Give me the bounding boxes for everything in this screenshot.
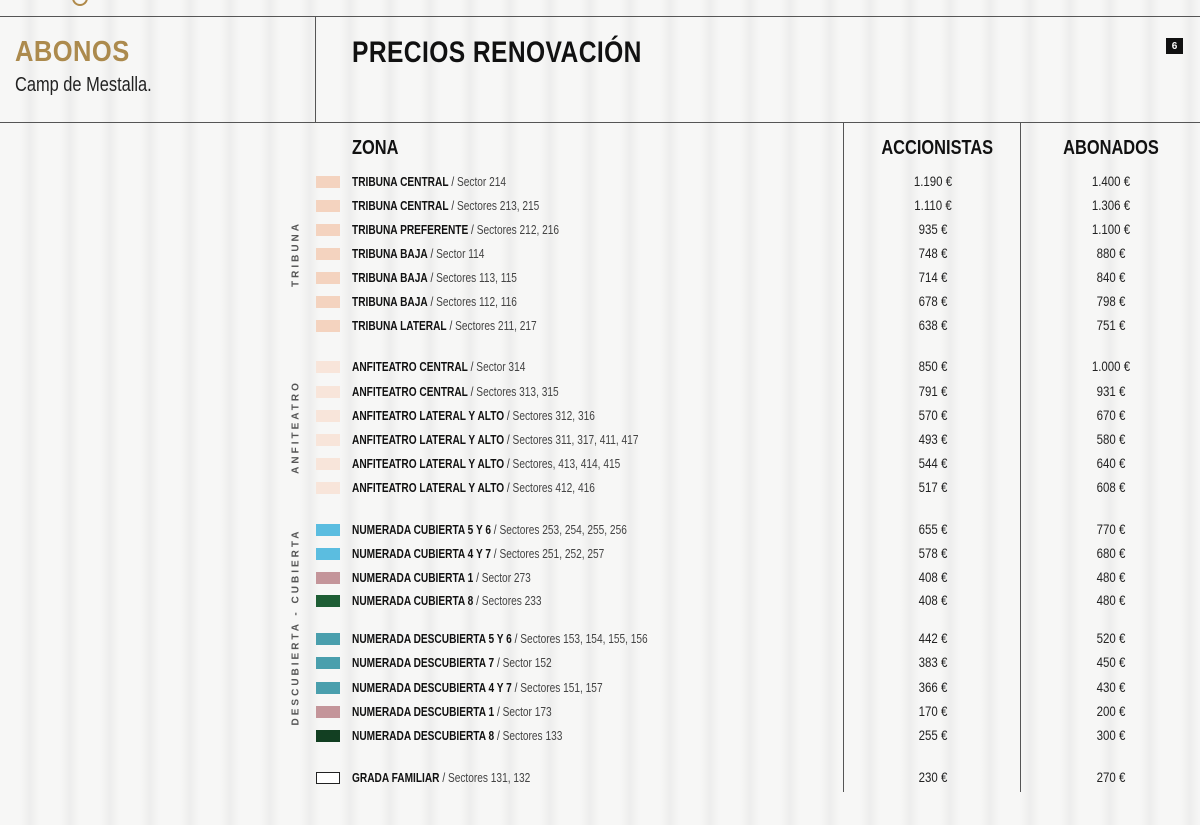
zone-color-swatch	[316, 706, 340, 718]
price-accionistas: 170 €	[918, 704, 948, 719]
price-abonados: 1.100 €	[1091, 222, 1131, 237]
zone-name: ANFITEATRO LATERAL Y ALTO	[352, 408, 505, 423]
price-accionistas: 366 €	[918, 680, 948, 695]
price-accionistas: 1.190 €	[913, 174, 953, 189]
zone-color-swatch	[316, 524, 340, 536]
zone-name: ANFITEATRO LATERAL Y ALTO	[352, 432, 505, 447]
table-row	[0, 430, 1200, 450]
zone-label: TRIBUNA BAJA / Sectores 113, 115	[352, 270, 517, 285]
price-abonados: 798 €	[1096, 294, 1126, 309]
zone-sector: Sectores 212, 216	[476, 222, 560, 237]
zone-sector: Sectores 312, 316	[512, 408, 595, 423]
zone-label: TRIBUNA CENTRAL / Sectores 213, 215	[352, 198, 540, 213]
zone-color-swatch	[316, 410, 340, 422]
column-header-zona: ZONA	[352, 137, 399, 159]
zone-color-swatch	[316, 361, 340, 373]
zone-color-swatch	[316, 200, 340, 212]
zone-color-swatch	[316, 458, 340, 470]
zone-color-swatch	[316, 730, 340, 742]
price-abonados: 751 €	[1096, 318, 1126, 333]
zone-sector: Sectores 213, 215	[456, 198, 540, 213]
zone-name: NUMERADA CUBIERTA 1	[352, 570, 474, 585]
column-header-abonados: ABONADOS	[1063, 137, 1159, 159]
price-abonados: 580 €	[1096, 432, 1126, 447]
zone-name: NUMERADA DESCUBIERTA 7	[352, 655, 495, 670]
zone-color-swatch	[316, 176, 340, 188]
zone-label: NUMERADA DESCUBIERTA 4 Y 7 / Sectores 151, 157	[352, 680, 603, 695]
price-accionistas: 255 €	[918, 728, 948, 743]
zone-label: NUMERADA DESCUBIERTA 7 / Sector 152	[352, 655, 552, 670]
zone-sector: Sectores 112, 116	[436, 294, 517, 309]
zone-sector: Sectores 133	[502, 728, 563, 743]
header-divider	[315, 16, 316, 123]
brand-title: ABONOS	[15, 36, 130, 68]
table-row	[0, 591, 1200, 611]
price-accionistas: 1.110 €	[914, 198, 952, 213]
price-abonados: 670 €	[1096, 408, 1126, 423]
zone-label: ANFITEATRO CENTRAL / Sectores 313, 315	[352, 384, 559, 399]
zone-label: ANFITEATRO LATERAL Y ALTO / Sectores, 413, 414, 415	[352, 456, 621, 471]
price-accionistas: 383 €	[918, 655, 948, 670]
zone-sector: Sectores 412, 416	[512, 480, 595, 495]
price-abonados: 480 €	[1096, 570, 1126, 585]
price-accionistas: 442 €	[918, 631, 948, 646]
zone-name: TRIBUNA CENTRAL	[352, 198, 449, 213]
zone-label: TRIBUNA BAJA / Sector 114	[352, 246, 485, 261]
zone-sector: Sectores 253, 254, 255, 256	[499, 522, 627, 537]
price-accionistas: 578 €	[918, 546, 948, 561]
table-row	[0, 406, 1200, 426]
zone-label: TRIBUNA CENTRAL / Sector 214	[352, 174, 507, 189]
zone-color-swatch	[316, 386, 340, 398]
zone-name: ANFITEATRO LATERAL Y ALTO	[352, 456, 505, 471]
zone-name: ANFITEATRO CENTRAL	[352, 384, 468, 399]
zone-sector: Sectores 251, 252, 257	[499, 546, 605, 561]
zone-sector: Sector 173	[502, 704, 552, 719]
zone-label: NUMERADA DESCUBIERTA 8 / Sectores 133	[352, 728, 563, 743]
price-abonados: 640 €	[1096, 456, 1126, 471]
brand-subtitle: Camp de Mestalla.	[15, 74, 152, 96]
zone-label: NUMERADA DESCUBIERTA 5 Y 6 / Sectores 153, 154, 155, 156	[352, 631, 648, 646]
zone-color-swatch	[316, 320, 340, 332]
zone-name: TRIBUNA BAJA	[352, 246, 428, 261]
zone-sector: Sectores, 413, 414, 415	[512, 456, 621, 471]
zone-sector: Sectores 311, 317, 411, 417	[512, 432, 639, 447]
zone-label: GRADA FAMILIAR / Sectores 131, 132	[352, 770, 531, 785]
zone-label: NUMERADA CUBIERTA 8 / Sectores 233	[352, 593, 542, 608]
table-row	[0, 768, 1200, 788]
price-accionistas: 570 €	[918, 408, 948, 423]
table-row	[0, 357, 1200, 377]
price-abonados: 1.306 €	[1091, 198, 1131, 213]
price-abonados: 300 €	[1096, 728, 1126, 743]
price-abonados: 450 €	[1096, 655, 1126, 670]
table-row	[0, 726, 1200, 746]
price-accionistas: 850 €	[918, 359, 948, 374]
price-abonados: 520 €	[1096, 631, 1126, 646]
table-row	[0, 544, 1200, 564]
zone-label: TRIBUNA BAJA / Sectores 112, 116	[352, 294, 517, 309]
zone-name: NUMERADA DESCUBIERTA 8	[352, 728, 495, 743]
zone-sector: Sectores 153, 154, 155, 156	[520, 631, 648, 646]
zone-label: NUMERADA CUBIERTA 4 Y 7 / Sectores 251, 252, 257	[352, 546, 605, 561]
zone-color-swatch	[316, 657, 340, 669]
zone-color-swatch	[316, 224, 340, 236]
zone-name: ANFITEATRO LATERAL Y ALTO	[352, 480, 505, 495]
price-accionistas: 714 €	[918, 270, 948, 285]
price-abonados: 430 €	[1096, 680, 1126, 695]
price-accionistas: 408 €	[918, 593, 948, 608]
top-divider	[0, 16, 1200, 17]
zone-sector: Sectores 113, 115	[436, 270, 517, 285]
price-abonados: 200 €	[1096, 704, 1126, 719]
zone-color-swatch	[316, 548, 340, 560]
price-abonados: 931 €	[1096, 384, 1126, 399]
zone-name: NUMERADA DESCUBIERTA 1	[352, 704, 495, 719]
zone-sector: Sector 273	[481, 570, 531, 585]
zone-name: NUMERADA CUBIERTA 5 Y 6	[352, 522, 491, 537]
price-accionistas: 493 €	[918, 432, 948, 447]
price-abonados: 1.400 €	[1091, 174, 1131, 189]
page-number-badge: 6	[1166, 38, 1183, 54]
table-row	[0, 478, 1200, 498]
zone-sector: Sector 314	[476, 359, 526, 374]
zone-label: TRIBUNA LATERAL / Sectores 211, 217	[352, 318, 537, 333]
price-abonados: 770 €	[1096, 522, 1126, 537]
price-abonados: 1.000 €	[1091, 359, 1131, 374]
table-row	[0, 629, 1200, 649]
zone-color-swatch	[316, 248, 340, 260]
table-row	[0, 520, 1200, 540]
zone-color-swatch	[316, 272, 340, 284]
zone-label: NUMERADA CUBIERTA 1 / Sector 273	[352, 570, 531, 585]
price-accionistas: 748 €	[918, 246, 948, 261]
price-abonados: 840 €	[1096, 270, 1126, 285]
price-abonados: 270 €	[1096, 770, 1126, 785]
group-label-cubierta: DESCUBIERTA - CUBIERTA	[290, 528, 302, 726]
zone-name: NUMERADA CUBIERTA 8	[352, 593, 474, 608]
zone-color-swatch	[316, 772, 340, 784]
table-row	[0, 268, 1200, 288]
zone-sector: Sectores 211, 217	[455, 318, 537, 333]
table-row	[0, 316, 1200, 336]
zone-label: ANFITEATRO CENTRAL / Sector 314	[352, 359, 526, 374]
zone-color-swatch	[316, 296, 340, 308]
price-accionistas: 517 €	[918, 480, 948, 495]
zone-sector: Sectores 131, 132	[447, 770, 531, 785]
group-label-anfiteatro: ANFITEATRO	[290, 380, 302, 474]
zone-label: ANFITEATRO LATERAL Y ALTO / Sectores 311, 317, 411, 417	[352, 432, 639, 447]
zone-sector: Sector 214	[456, 174, 507, 189]
table-row	[0, 196, 1200, 216]
zone-sector: Sectores 233	[481, 593, 542, 608]
price-accionistas: 408 €	[918, 570, 948, 585]
price-abonados: 480 €	[1096, 593, 1126, 608]
table-row	[0, 244, 1200, 264]
price-accionistas: 678 €	[918, 294, 948, 309]
price-accionistas: 655 €	[918, 522, 948, 537]
zone-name: NUMERADA DESCUBIERTA 4 Y 7	[352, 680, 512, 695]
page-title: PRECIOS RENOVACIÓN	[352, 36, 642, 69]
club-crest-icon	[72, 0, 88, 6]
zone-sector: Sector 114	[436, 246, 485, 261]
zone-name: TRIBUNA LATERAL	[352, 318, 447, 333]
zone-name: TRIBUNA PREFERENTE	[352, 222, 469, 237]
table-row	[0, 568, 1200, 588]
group-label-tribuna: TRIBUNA	[290, 221, 302, 287]
price-abonados: 608 €	[1096, 480, 1126, 495]
table-row	[0, 220, 1200, 240]
zone-label: ANFITEATRO LATERAL Y ALTO / Sectores 312, 316	[352, 408, 595, 423]
table-row	[0, 678, 1200, 698]
zone-label: TRIBUNA PREFERENTE / Sectores 212, 216	[352, 222, 560, 237]
zone-color-swatch	[316, 682, 340, 694]
zone-sector: Sectores 151, 157	[520, 680, 603, 695]
zone-name: ANFITEATRO CENTRAL	[352, 359, 468, 374]
zone-label: NUMERADA CUBIERTA 5 Y 6 / Sectores 253, 254, 255, 256	[352, 522, 627, 537]
zone-name: NUMERADA DESCUBIERTA 5 Y 6	[352, 631, 512, 646]
price-accionistas: 638 €	[918, 318, 948, 333]
price-accionistas: 544 €	[918, 456, 948, 471]
table-row	[0, 172, 1200, 192]
zone-color-swatch	[316, 482, 340, 494]
zone-name: NUMERADA CUBIERTA 4 Y 7	[352, 546, 491, 561]
zone-name: GRADA FAMILIAR	[352, 770, 440, 785]
price-abonados: 880 €	[1096, 246, 1126, 261]
table-row	[0, 382, 1200, 402]
zone-name: TRIBUNA BAJA	[352, 294, 428, 309]
price-accionistas: 935 €	[918, 222, 948, 237]
zone-color-swatch	[316, 633, 340, 645]
zone-color-swatch	[316, 572, 340, 584]
price-accionistas: 230 €	[918, 770, 948, 785]
column-header-accionistas: ACCIONISTAS	[881, 137, 994, 159]
zone-sector: Sector 152	[502, 655, 552, 670]
zone-name: TRIBUNA CENTRAL	[352, 174, 449, 189]
zone-color-swatch	[316, 434, 340, 446]
zone-name: TRIBUNA BAJA	[352, 270, 428, 285]
zone-label: ANFITEATRO LATERAL Y ALTO / Sectores 412, 416	[352, 480, 595, 495]
price-accionistas: 791 €	[918, 384, 948, 399]
table-row	[0, 702, 1200, 722]
table-row	[0, 653, 1200, 673]
zone-color-swatch	[316, 595, 340, 607]
table-row	[0, 292, 1200, 312]
zone-label: NUMERADA DESCUBIERTA 1 / Sector 173	[352, 704, 552, 719]
zone-sector: Sectores 313, 315	[476, 384, 559, 399]
price-abonados: 680 €	[1096, 546, 1126, 561]
table-row	[0, 454, 1200, 474]
